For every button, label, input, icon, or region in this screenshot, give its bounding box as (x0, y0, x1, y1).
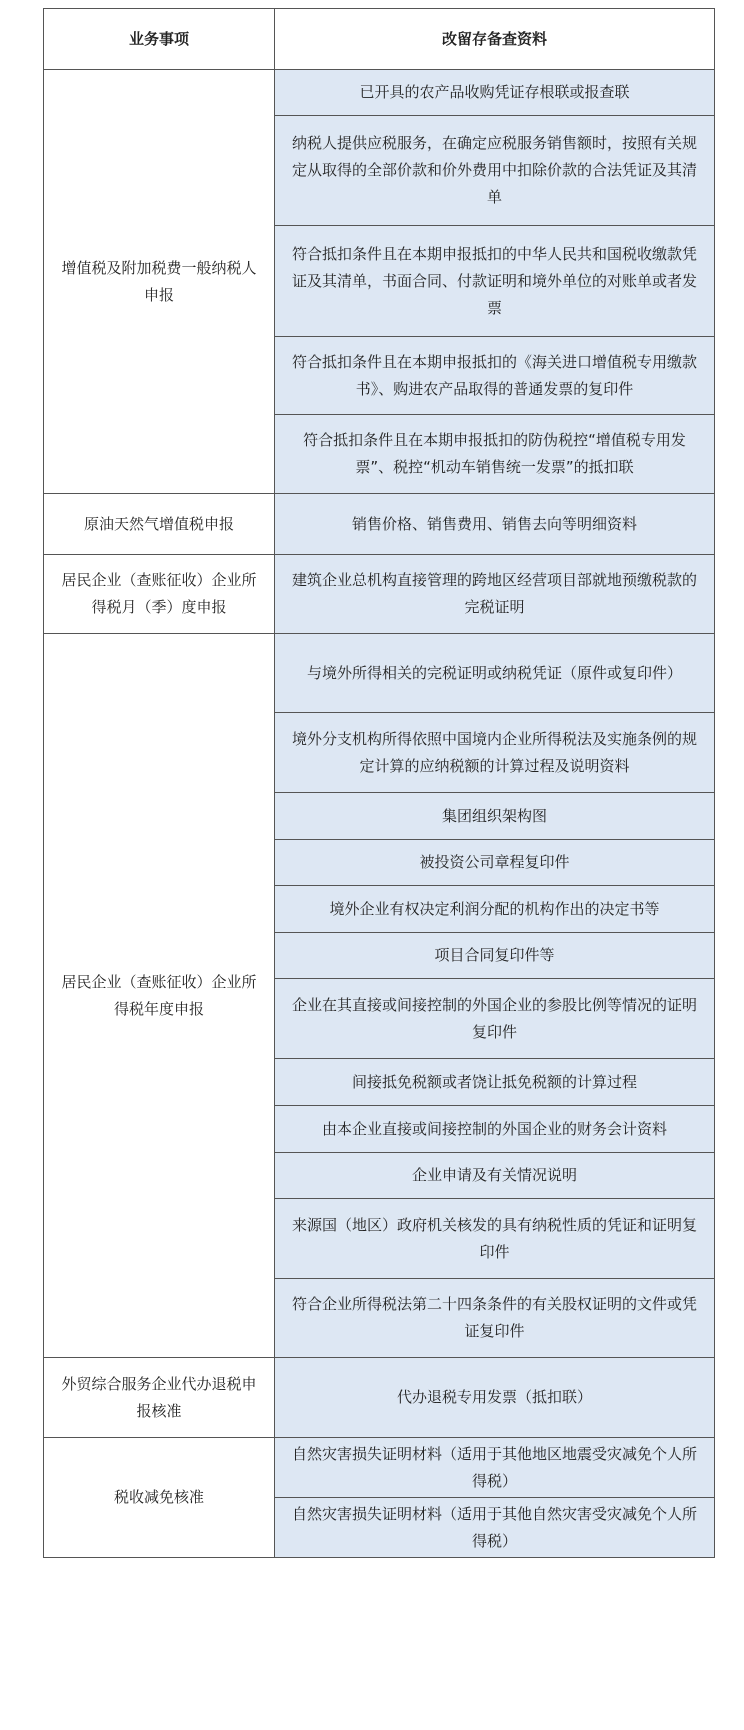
document-cell: 企业申请及有关情况说明 (275, 1153, 715, 1199)
document-cell: 自然灾害损失证明材料（适用于其他地区地震受灾减免个人所得税） (275, 1438, 715, 1498)
table-row (44, 1358, 715, 1438)
document-cell: 纳税人提供应税服务，在确定应税服务销售额时，按照有关规定从取得的全部价款和价外费用中扣除价款的合法凭证及其清单 (275, 116, 715, 226)
document-cell: 符合企业所得税法第二十四条条件的有关股权证明的文件或凭证复印件 (275, 1279, 715, 1358)
document-cell: 境外企业有权决定利润分配的机构作出的决定书等 (275, 886, 715, 933)
table-header-row (44, 9, 715, 70)
table-row (44, 494, 715, 555)
document-cell: 集团组织架构图 (275, 793, 715, 840)
header-business-item: 业务事项 (44, 9, 275, 70)
business-item-cell: 居民企业（查账征收）企业所得税月（季）度申报 (44, 555, 275, 634)
table-row (44, 634, 715, 713)
document-cell: 代办退税专用发票（抵扣联） (275, 1358, 715, 1438)
document-cell: 由本企业直接或间接控制的外国企业的财务会计资料 (275, 1106, 715, 1153)
document-cell: 间接抵免税额或者饶让抵免税额的计算过程 (275, 1059, 715, 1106)
document-cell: 与境外所得相关的完税证明或纳税凭证（原件或复印件） (275, 634, 715, 713)
document-cell: 来源国（地区）政府机关核发的具有纳税性质的凭证和证明复印件 (275, 1199, 715, 1279)
table-row (44, 1438, 715, 1498)
tax-documents-table (43, 8, 715, 1558)
business-item-cell: 原油天然气增值税申报 (44, 494, 275, 555)
document-cell: 建筑企业总机构直接管理的跨地区经营项目部就地预缴税款的完税证明 (275, 555, 715, 634)
document-cell: 企业在其直接或间接控制的外国企业的参股比例等情况的证明复印件 (275, 979, 715, 1059)
business-item-cell: 外贸综合服务企业代办退税申报核准 (44, 1358, 275, 1438)
table-row (44, 70, 715, 116)
document-cell: 符合抵扣条件且在本期申报抵扣的防伪税控“增值税专用发票”、税控“机动车销售统一发票”的抵扣联 (275, 415, 715, 494)
business-item-cell: 增值税及附加税费一般纳税人申报 (44, 70, 275, 494)
table-row (44, 555, 715, 634)
document-cell: 销售价格、销售费用、销售去向等明细资料 (275, 494, 715, 555)
document-cell: 自然灾害损失证明材料（适用于其他自然灾害受灾减免个人所得税） (275, 1498, 715, 1558)
document-cell: 被投资公司章程复印件 (275, 840, 715, 886)
header-retained-documents: 改留存备查资料 (275, 9, 715, 70)
business-item-cell: 税收减免核准 (44, 1438, 275, 1558)
document-cell: 符合抵扣条件且在本期申报抵扣的中华人民共和国税收缴款凭证及其清单，书面合同、付款证明和境外单位的对账单或者发票 (275, 226, 715, 337)
document-cell: 已开具的农产品收购凭证存根联或报查联 (275, 70, 715, 116)
document-cell: 境外分支机构所得依照中国境内企业所得税法及实施条例的规定计算的应纳税额的计算过程及说明资料 (275, 713, 715, 793)
business-item-cell: 居民企业（查账征收）企业所得税年度申报 (44, 634, 275, 1358)
document-cell: 项目合同复印件等 (275, 933, 715, 979)
document-cell: 符合抵扣条件且在本期申报抵扣的《海关进口增值税专用缴款书》、购进农产品取得的普通发票的复印件 (275, 337, 715, 415)
